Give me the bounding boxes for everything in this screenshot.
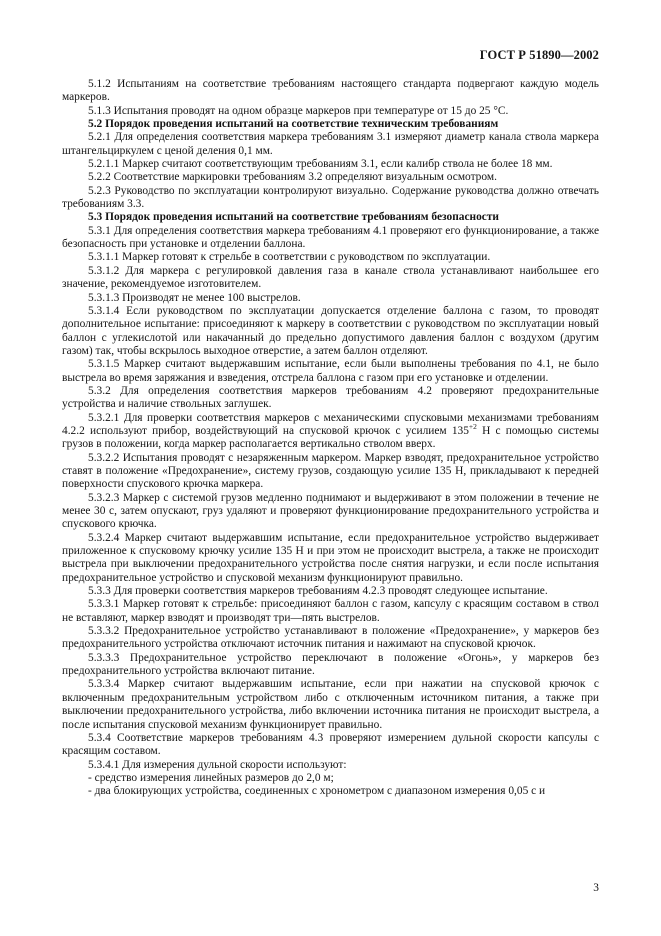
standard-header: ГОСТ Р 51890—2002 (479, 48, 599, 62)
paragraph-text: Н с помощью системы грузов в положении, когда маркер располагается вертикально стволом вверх. (62, 424, 599, 451)
list-item: - средство измерения линейных размеров до 2,0 м; (88, 771, 334, 784)
paragraph: 5.2.2 Соответствие маркировки требованиям 3.2 определяют визуальным осмотром. (88, 171, 497, 184)
section-heading: 5.2 Порядок проведения испытаний на соответствие техническим требованиям (88, 118, 499, 131)
list-item: - два блокирующих устройства, соединенных с хронометром с диапазоном измерения 0,05 с и (88, 785, 546, 798)
paragraph-with-superscript (62, 412, 599, 452)
paragraph: 5.1.3 Испытания проводят на одном образце маркеров при температуре от 15 до 25 °С. (88, 104, 509, 117)
paragraph: 5.3.1.3 Производят не менее 100 выстрелов. (88, 291, 301, 304)
paragraph: 5.3.3.2 Предохранительное устройство устанавливают в положение «Предохранение», у маркеров без предохранительного устройства отключают источник питания и нажимают на спусковой крючок. (62, 625, 599, 651)
page-number: 3 (593, 882, 599, 894)
paragraph: 5.3.4 Соответствие маркеров требованиям 4.3 проверяют измерением дульной скорости капсулы с красящим составом. (62, 731, 599, 758)
paragraph: 5.3.3.1 Маркер готовят к стрельбе: присоединяют баллон с газом, капсулу с красящим составом в ствол не вставляют, маркер взводят и производят три—пять выстрелов. (62, 598, 599, 624)
paragraph: 5.3.1.4 Если руководством по эксплуатации допускается отделение баллона с газом, то проводят дополнительное испытание: присоединяют к маркеру в соответствии с руководством по эксплуатации новый баллон с углекислотой или накачанный до предельно допустимого давления баллон с воздухом (другим газом) так, чтобы вскрылось выходное отверстие, а затем баллон отделяют. (62, 304, 599, 357)
document-body (62, 78, 599, 799)
section-heading: 5.3 Порядок проведения испытаний на соответствие требованиям безопасности (88, 211, 499, 224)
paragraph: 5.3.3 Для проверки соответствия маркеров требованиям 4.2.3 проводят следующее испытание. (88, 585, 548, 598)
tolerance-superscript: +2 (468, 421, 477, 431)
paragraph-text: 5.3.2.1 Для проверки соответствия маркеров с механическими спусковыми механизмами требованиям 4.2.2 используют прибор, воздействующий на спусковой крючок с усилием 135 (62, 411, 599, 437)
paragraph: 5.3.2.3 Маркер с системой грузов медленно поднимают и выдерживают в этом положении в течение не менее 30 с, затем опускают, груз удаляют и проверяют функционирование предохранительного устройства и спускового крючка. (62, 491, 599, 531)
paragraph: 5.2.1 Для определения соответствия маркера требованиям 3.1 измеряют диаметр канала ствола маркера штангельциркулем с ценой деления 0,1 мм. (62, 131, 599, 157)
paragraph: 5.3.3.4 Маркер считают выдержавшим испытание, если при нажатии на спусковой крючок с включенным предохранительным устройством либо с отключенным источником питания, а также при выключении предохранительного устройства, либо включении источника питания не происходит выстрела, а после испытания спусковой механизм функционирует правильно. (62, 678, 599, 731)
paragraph: 5.3.1 Для определения соответствия маркера требованиям 4.1 проверяют его функционирование, а также безопасность при установке и отделении баллона. (62, 224, 599, 251)
paragraph: 5.3.2 Для определения соответствия маркеров требованиям 4.2 проверяют предохранительные устройства и наличие ствольных заглушек. (62, 384, 599, 411)
paragraph: 5.2.3 Руководство по эксплуатации контролируют визуально. Содержание руководства должно отвечать требованиям 3.3. (62, 184, 599, 211)
paragraph: 5.3.4.1 Для измерения дульной скорости используют: (88, 758, 347, 771)
paragraph: 5.1.2 Испытаниям на соответствие требованиям настоящего стандарта подвергают каждую модель маркеров. (62, 78, 599, 104)
paragraph: 5.3.3.3 Предохранительное устройство переключают в положение «Огонь», у маркеров без предохранительного устройства включают питание. (62, 651, 599, 678)
paragraph: 5.3.2.2 Испытания проводят с незаряженным маркером. Маркер взводят, предохранительное устройство ставят в положение «Предохранение», систему грузов, создающую усилие 135 Н, прикладывают к передней поверхности спускового крючка маркера. (62, 451, 599, 491)
paragraph: 5.3.1.1 Маркер готовят к стрельбе в соответствии с руководством по эксплуатации. (88, 251, 491, 264)
paragraph: 5.2.1.1 Маркер считают соответствующим требованиям 3.1, если калибр ствола не более 18 мм. (88, 158, 553, 171)
paragraph: 5.3.2.4 Маркер считают выдержавшим испытание, если предохранительное устройство выдерживает приложенное к спусковому крючку усилие 135 Н и при этом не происходит выстрела, а также не происходит выстрела при выключении предохранительного устройства после снятия нагрузки, и если после испытания предохранительное устройство и спусковой механизм функционируют правильно. (62, 531, 599, 584)
paragraph: 5.3.1.2 Для маркера с регулировкой давления газа в канале ствола устанавливают наибольшее его значение, рекомендуемое изготовителем. (62, 264, 599, 291)
paragraph: 5.3.1.5 Маркер считают выдержавшим испытание, если были выполнены требования по 4.1, не было выстрела во время заряжания и взведения, отстрела баллона с газом при его установке и отделении. (62, 358, 599, 384)
